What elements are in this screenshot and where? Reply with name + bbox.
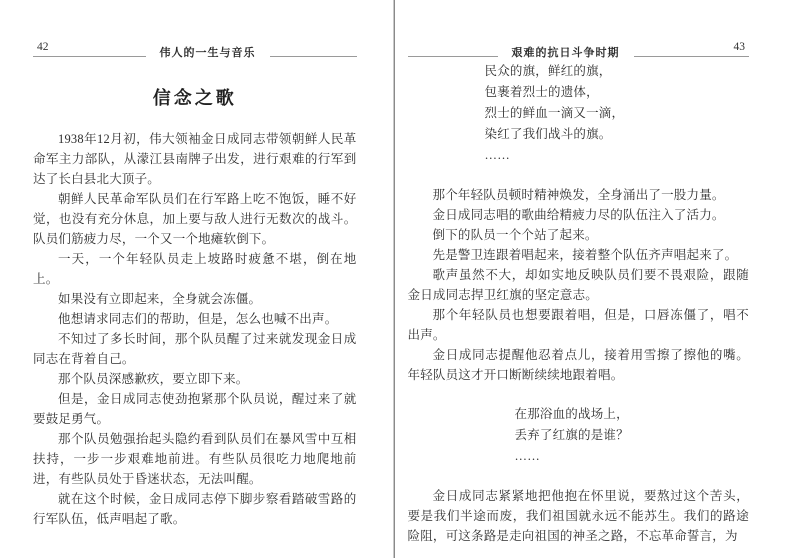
right-body-text-upper	[408, 185, 750, 385]
paragraph: 金日成同志紧紧地把他抱在怀里说，要熬过这个苦头，要是我们半途而废，我们祖国就永远不能苏生。我们的路途险阻，可这条路是走向祖国的神圣之路，不忘革命誓言，为	[407, 489, 749, 543]
poem-line: 染红了我们战斗的旗。	[484, 127, 612, 141]
paragraph: 金日成同志唱的歌曲给精疲力尽的队伍注入了活力。	[432, 208, 725, 222]
right-page	[394, 0, 787, 558]
paragraph: 那个队员勉强抬起头隐约看到队员们在暴风雪中互相扶持，一步一步艰难地前进。有些队员很吃力地爬地前进，有些队员处于昏迷状态，无法叫醒。	[33, 432, 357, 486]
paragraph: 但是，金日成同志使劲抱紧那个队员说，醒过来了就要鼓足勇气。	[33, 392, 357, 426]
paragraph: 那个队员深感歉疚，要立即下来。	[58, 372, 249, 386]
paragraph: 那个年轻队员也想要跟着唱，但是，口唇冻僵了，唱不出声。	[407, 308, 749, 342]
poem-line: ……	[514, 449, 540, 463]
poem-line: ……	[484, 148, 510, 162]
poem-line: 烈士的鲜血一滴又一滴，	[484, 106, 625, 120]
right-body-text-lower	[408, 486, 750, 546]
header-rule	[634, 56, 724, 57]
song-lyrics-battlefield	[515, 404, 750, 467]
paragraph: 他想请求同志们的帮助，但是，怎么也喊不出声。	[58, 312, 338, 326]
paragraph: 如果没有立即起来，全身就会冻僵。	[58, 292, 262, 306]
right-running-head: 艰难的抗日斗争时期	[511, 47, 620, 59]
poem-line: 民众的旗，鲜红的旗，	[484, 64, 612, 78]
paragraph: 朝鲜人民革命军队员们在行军路上吃不饱饭，睡不好觉，也没有充分休息，加上要与敌人进行无数次的战斗。队员们筋疲力尽，一个又一个地瘫软倒下。	[33, 192, 357, 246]
left-page-number: 42	[33, 40, 59, 57]
paragraph: 金日成同志提醒他忍着点儿，接着用雪擦了擦他的嘴。年轻队员这才开口断断续续地跟着唱。	[407, 348, 749, 382]
header-rule	[59, 56, 146, 57]
paragraph: 那个年轻队员顿时精神焕发，全身涌出了一股力量。	[432, 188, 725, 202]
poem-line: 包裹着烈士的遗体，	[484, 85, 599, 99]
paragraph: 1938年12月初，伟大领袖金日成同志带领朝鲜人民革命军主力部队，从濛江县南牌子出发，进行艰难的行军到达了长白县北大顶子。	[33, 132, 357, 186]
paragraph: 歌声虽然不大，却如实地反映队员们要不畏艰险，跟随金日成同志捍卫红旗的坚定意志。	[407, 268, 749, 302]
chapter-title: 信念之歌	[152, 88, 237, 108]
song-lyrics-red-flag	[485, 61, 750, 166]
paragraph: 不知过了多长时间，那个队员醒了过来就发现金日成同志在背着自己。	[33, 332, 357, 366]
right-page-header	[408, 38, 750, 57]
paragraph: 先是警卫连跟着唱起来，接着整个队伍齐声唱起来了。	[432, 248, 738, 262]
poem-line: 丢弃了红旗的是谁？	[514, 428, 629, 442]
paragraph: 一天，一个年轻队员走上坡路时疲惫不堪，倒在地上。	[33, 252, 357, 286]
paragraph: 倒下的队员一个个站了起来。	[432, 228, 598, 242]
left-running-head: 伟人的一生与音乐	[159, 47, 256, 59]
right-page-number: 43	[724, 40, 750, 57]
poem-line: 在那浴血的战场上，	[514, 407, 629, 421]
paragraph: 就在这个时候，金日成同志停下脚步察看踏破雪路的行军队伍，低声唱起了歌。	[33, 492, 357, 526]
header-rule	[408, 56, 498, 57]
left-body-text	[33, 129, 357, 529]
left-page-header	[33, 38, 357, 57]
header-rule	[270, 56, 357, 57]
